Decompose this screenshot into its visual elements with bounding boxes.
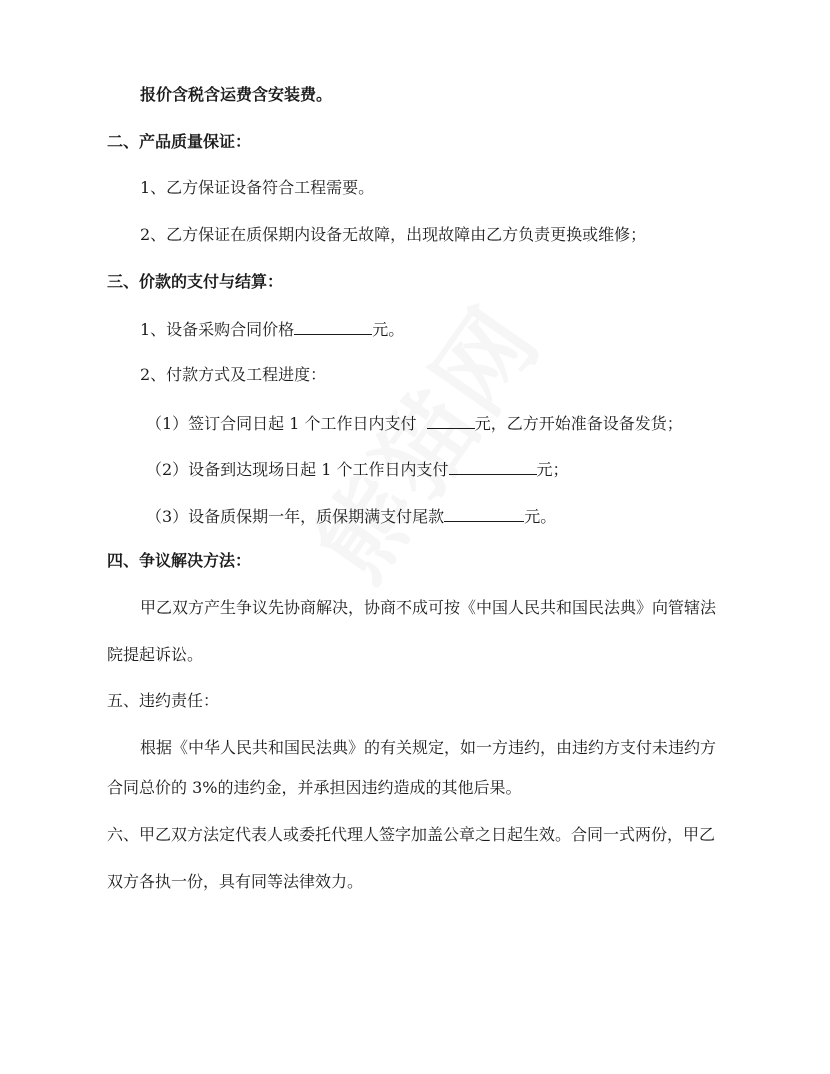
- clause-3-1-text: 1、设备采购合同价格: [140, 320, 295, 339]
- clause-3-1-unit: 元。: [372, 320, 405, 339]
- dispute-para-line2: 院提起诉讼。: [107, 645, 204, 664]
- section-4-heading: 四、争议解决方法：: [107, 551, 252, 570]
- payment-1-blank: [427, 412, 475, 429]
- section-6-line1: 六、甲乙双方法定代表人或委托代理人签字加盖公章之日起生效。合同一式两份，甲乙: [107, 825, 716, 844]
- section-3-heading: 三、价款的支付与结算：: [107, 272, 284, 291]
- clause-2-1: 1、乙方保证设备符合工程需要。: [140, 178, 375, 197]
- price-note: 报价含税含运费含安装费。: [140, 85, 333, 104]
- payment-item-3: [146, 505, 556, 527]
- section-6-line2: 双方各执一份，具有同等法律效力。: [107, 872, 364, 891]
- section-2-heading: 二、产品质量保证：: [107, 132, 252, 151]
- payment-item-3-text: （3）设备质保期一年，质保期满支付尾款: [146, 507, 445, 526]
- clause-2-2: 2、乙方保证在质保期内设备无故障，出现故障由乙方负责更换或维修；: [140, 225, 647, 244]
- breach-para-line1: 根据《中华人民共和国民法典》的有关规定，如一方违约，由违约方支付未违约方: [140, 738, 717, 757]
- payment-item-2-text: （2）设备到达现场日起 1 个工作日内支付: [146, 460, 449, 479]
- payment-item-2: [146, 458, 569, 480]
- payment-item-1-text: （1）签订合同日起 1 个工作日内支付: [146, 414, 417, 433]
- clause-3-1: [140, 318, 404, 340]
- payment-3-blank: [444, 505, 524, 522]
- dispute-para-line1: 甲乙双方产生争议先协商解决，协商不成可按《中国人民共和国民法典》向管辖法: [140, 598, 717, 617]
- clause-3-2: 2、付款方式及工程进度：: [140, 365, 327, 384]
- payment-item-3-tail: 元。: [524, 507, 557, 526]
- breach-para-line2: 合同总价的 3%的违约金，并承担因违约造成的其他后果。: [107, 778, 522, 797]
- payment-item-1-tail: 元，乙方开始准备设备发货；: [474, 414, 683, 433]
- payment-item-2-tail: 元；: [536, 460, 569, 479]
- section-5-heading: 五、违约责任：: [107, 691, 220, 710]
- price-blank: [294, 318, 372, 335]
- payment-item-1: [146, 412, 683, 434]
- payment-2-blank: [449, 458, 537, 475]
